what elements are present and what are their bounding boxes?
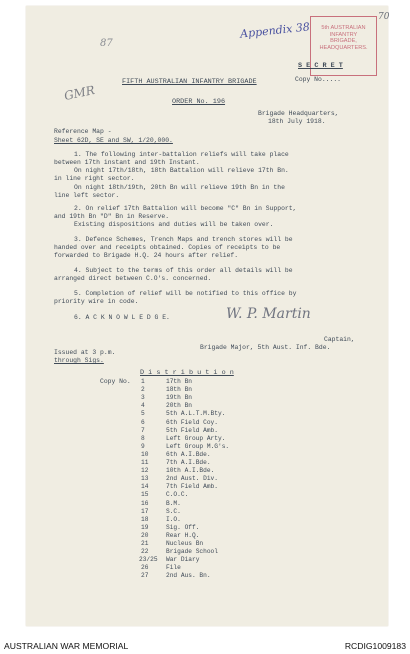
paragraph-line: Existing dispositions and duties will be taken over.	[74, 221, 274, 228]
paragraph-line: between 17th instant and 19th Instant.	[54, 159, 200, 166]
distribution-recipient: 10th A.I.Bde.	[166, 467, 215, 475]
paragraph-line: 4. Subject to the terms of this order all details will be	[74, 267, 293, 274]
footer-id: RCDIG1009183	[344, 641, 406, 651]
signoff-brigade-major: Brigade Major, 5th Aust. Inf. Bde.	[200, 344, 331, 351]
distribution-recipient: Sig. Off.	[166, 523, 200, 531]
distribution-recipient: B.M.	[166, 499, 181, 507]
distribution-copy-number: 26	[141, 564, 149, 572]
distribution-copy-number: 2	[141, 386, 145, 394]
distribution-recipient: 2nd Aust. Div.	[166, 475, 218, 483]
hq-line: Brigade Headquarters,	[258, 110, 339, 117]
distribution-recipient: 20th Bn	[166, 402, 192, 410]
distribution-recipient: Brigade School	[166, 548, 218, 556]
distribution-recipient: 7th Field Amb.	[166, 483, 218, 491]
paragraph-line: in line right sector.	[54, 175, 135, 182]
stamp-line: INFANTRY BRIGADE,	[329, 31, 358, 45]
distribution-recipient: 17th Bn	[166, 378, 192, 385]
distribution-copy-number: 27	[141, 572, 149, 580]
handwritten-initials: GMR	[62, 82, 97, 104]
distribution-recipient: S.C.	[166, 507, 181, 515]
paragraph-line: On night 18th/19th, 20th Bn will relieve 19th Bn in the	[74, 184, 285, 191]
distribution-copy-number: 12	[141, 467, 149, 475]
footer-source: AUSTRALIAN WAR MEMORIAL	[4, 641, 129, 651]
acknowledge-line: 6. A C K N O W L E D G E.	[74, 314, 170, 321]
distribution-copy-number: 6	[141, 418, 145, 426]
paragraph-line: On night 17th/18th, 18th Battalion will relieve 17th Bn.	[74, 167, 289, 174]
distribution-recipient: Nucleus Bn	[166, 540, 204, 547]
distribution-recipient: 6th Field Coy.	[166, 418, 218, 426]
distribution-copy-number: 5	[141, 410, 145, 418]
distribution-recipient: War Diary	[166, 556, 200, 564]
distribution-copy-number: 8	[141, 434, 145, 442]
distribution-copy-number: 19	[141, 523, 149, 531]
distribution-recipient: File	[166, 564, 181, 572]
distribution-copy-number: 22	[141, 548, 149, 556]
signature: W. P. Martin	[226, 306, 311, 322]
reference-map-label: Reference Map -	[54, 128, 112, 135]
copy-label: Copy No.	[100, 378, 131, 385]
distribution-copy-number: 1	[141, 378, 145, 385]
page-number: 70	[378, 12, 390, 22]
paragraph-line: 5. Completion of relief will be notified to this office by	[74, 290, 297, 297]
order-number: ORDER No. 196	[172, 98, 226, 106]
distribution-copy-number: 21	[141, 540, 149, 547]
distribution-copy-number: 9	[141, 442, 145, 450]
distribution-copy-number: 4	[141, 402, 145, 410]
distribution-copy-number: 13	[141, 475, 149, 483]
distribution-recipient: 5th Field Amb.	[166, 426, 218, 434]
distribution-copy-number: 3	[141, 394, 145, 402]
distribution-recipient: 2nd Aus. Bn.	[166, 572, 211, 580]
signoff-captain: Captain,	[324, 336, 355, 343]
distribution-recipient: 7th A.I.Bde.	[166, 459, 211, 466]
order-date: 18th July 1918.	[268, 118, 326, 125]
distribution-recipient: Left Group M.G's.	[166, 442, 230, 450]
distribution-heading: D i s t r i b u t i o n	[140, 369, 234, 377]
paragraph-line: forwarded to Brigade H.Q. 24 hours after relief.	[54, 252, 239, 259]
paragraph-line: 2. On relief 17th Battalion will become "C" Bn in Support,	[74, 205, 297, 212]
distribution-recipient: 19th Bn	[166, 394, 192, 402]
distribution-recipient: 18th Bn	[166, 386, 192, 394]
distribution-copy-number: 18	[141, 515, 149, 523]
handwritten-number: 87	[100, 38, 113, 49]
distribution-recipient: Left Group Arty.	[166, 434, 226, 442]
paragraph-line: and 19th Bn "D" Bn in Reserve.	[54, 213, 170, 220]
distribution-copy-number: 11	[141, 459, 149, 466]
appendix-annotation: Appendix 38	[239, 20, 311, 41]
distribution-copy-number: 16	[141, 499, 149, 507]
secret-marking: S E C R E T	[298, 62, 343, 70]
distribution-copy-number: 10	[141, 450, 149, 458]
distribution-copy-number: 20	[141, 531, 149, 539]
stamp-line: HEADQUARTERS.	[319, 44, 368, 51]
unit-title: FIFTH AUSTRALIAN INFANTRY BRIGADE	[122, 78, 257, 86]
issued-time: Issued at 3 p.m.	[54, 349, 116, 356]
copy-number: Copy No.....	[295, 76, 342, 83]
distribution-recipient: 6th A.I.Bde.	[166, 450, 211, 458]
paragraph-line: 1. The following inter-battalion reliefs will take place	[74, 151, 289, 158]
stamp-line: 5th AUSTRALIAN	[321, 25, 366, 31]
distribution-copy-number: 23/25	[139, 556, 158, 564]
paragraph-line: line left sector.	[54, 192, 120, 199]
distribution-copy-number: 14	[141, 483, 149, 491]
distribution-recipient: I.O.	[166, 515, 181, 523]
paragraph-line: priority wire in code.	[54, 298, 139, 305]
distribution-recipient: 5th A.L.T.M.Bty.	[166, 410, 226, 418]
distribution-copy-number: 7	[141, 426, 145, 434]
distribution-copy-number: 15	[141, 491, 149, 499]
issued-through: through Sigs.	[54, 357, 104, 364]
paragraph-line: handed over and receipts obtained. Copies of receipts to be	[54, 244, 281, 251]
distribution-copy-number: 17	[141, 507, 149, 515]
paragraph-line: arranged direct between C.O's. concerned.	[54, 275, 212, 282]
paragraph-line: 3. Defence Schemes, Trench Maps and trench stores will be	[74, 236, 293, 243]
reference-map-sheet: Sheet 62D, SE and SW, 1/20,000.	[54, 137, 173, 144]
distribution-recipient: C.O.C.	[166, 491, 189, 499]
distribution-recipient: Rear H.Q.	[166, 531, 200, 539]
